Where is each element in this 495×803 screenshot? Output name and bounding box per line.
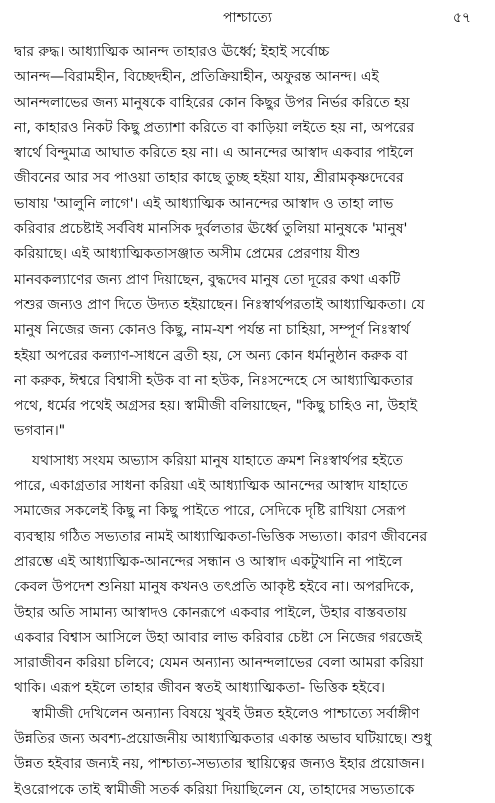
text-line: পশুর জন্যও প্রাণ দিতে উদ্যত হইয়াছেন। নিঃস্বার্থপরতাই আধ্যাত্মিকতা। যে (14, 296, 425, 313)
text-line: থাকি। এরূপ হইলে তাহার জীবন স্বতই আধ্যাত্মিকতা- ভিত্তিক হইবে। (14, 680, 385, 697)
text-line: উন্নত হইবার জন্যই নয়, পাশ্চাত্য-সভ্যতার স্থায়িত্বের জন্যও ইহার প্রয়োজন। (14, 756, 425, 773)
text-line: মানবকল্যাণের জন্য প্রাণ দিয়াছেন, বুদ্ধদেব মানুষ তো দূরের কথা একটি (14, 271, 401, 288)
text-line: দ্বার রুদ্ধ। আধ্যাত্মিক আনন্দ তাহারও ঊর্ধ্বে; ইহাই সর্বোচ্চ (14, 44, 330, 60)
text-line: সারাজীবন করিয়া চলিবে; যেমন অন্যান্য আনন্দলাভের বেলা আমরা করিয়া (14, 655, 424, 672)
paragraph-1 (14, 40, 481, 445)
text-line: পথে, ধর্মের পথেই অগ্রসর হয়। স্বামীজী বলিয়াছেন, "কিছু চাহিও না, উহাই (14, 398, 418, 415)
text-line: জীবনের আর সব পাওয়া তাহার কাছে তুচ্ছ হইয়া যায়, শ্রীরামকৃষ্ণদেবের (14, 170, 404, 187)
text-line: একবার বিশ্বাস আসিলে উহা আবার লাভ করিবার চেষ্টা সে নিজের গরজেই (14, 629, 422, 646)
text-line: না, কাহারও নিকট কিছু প্রত্যাশা করিতে বা কাড়িয়া লইতে হয় না, অপরের (14, 119, 415, 136)
text-line: ব্যবস্থায় গঠিত সভ্যতার নামই আধ্যাত্মিকতা-ভিত্তিক সভ্যতা। কারণ জীবনের (14, 528, 428, 545)
text-line: ভগবান।" (14, 423, 66, 440)
text-line: উহার অতি সামান্য আস্বাদও কোনরূপে একবার পাইলে, উহার বাস্তবতায় (14, 604, 407, 621)
body-text (14, 40, 481, 803)
text-line: স্বামীজী দেখিলেন অন্যান্য বিষয়ে খুবই উন্নত হইলেও পাশ্চাত্যে সর্বাঙ্গীণ (32, 705, 420, 722)
text-line: সমাজের সকলেই কিছু না কিছু পাইতে পারে, সেদিকে দৃষ্টি রাখিয়া সেরূপ (14, 503, 406, 520)
text-line: আনন্দলাভের জন্য মানুষকে বাহিরের কোন কিছুর উপর নির্ভর করিতে হয় (14, 94, 410, 111)
running-title: পাশ্চাত্যে (223, 10, 272, 26)
text-line: আনন্দ—বিরামহীন, বিচ্ছেদহীন, প্রতিক্রিয়াহীন, অফুরন্ত আনন্দ। এই (14, 69, 379, 86)
text-line: হইয়া অপরের কল্যাণ-সাধনে ব্রতী হয়, সে অন্য কোন ধর্মানুষ্ঠান করুক বা (14, 347, 408, 364)
paragraph-2 (14, 449, 481, 803)
text-line: স্বার্থে বিন্দুমাত্র আঘাত করিতে হয় না। এ আনন্দের আস্বাদ একবার পাইলে (14, 145, 414, 162)
text-line: উন্নতির জন্য অবশ্য-প্রয়োজনীয় আধ্যাত্মিকতার একান্ত অভাব ঘটিয়াছে। শুধু (14, 731, 432, 748)
text-line: মানুষ নিজের জন্য কোনও কিছু, নাম-যশ পর্যন্ত না চাহিয়া, সম্পূর্ণ নিঃস্বার্থ (14, 322, 410, 339)
text-line: ভাষায় 'আলুনি লাগে'। এই আধ্যাত্মিক আনন্দের আস্বাদ ও তাহা লাভ (14, 195, 394, 212)
text-line: করিয়াছে। এই আধ্যাত্মিকতাসঞ্জাত অসীম প্রেমের প্রেরণায় যীশু (14, 246, 361, 263)
page-header (14, 6, 481, 32)
text-line: ইওরোপকে তাই স্বামীজী সতর্ক করিয়া দিয়াছিলেন যে, তাহাদের সভ্যতাকে (14, 781, 415, 798)
text-line: করিবার প্রচেষ্টাই সর্ববিধ মানসিক দুর্বলতার ঊর্ধ্বে তুলিয়া মানুষকে 'মানুষ' (14, 221, 408, 238)
text-line: যথাসাধ্য সংযম অভ্যাস করিয়া মানুষ যাহাতে ক্রমশ নিঃস্বার্থপর হইতে (32, 452, 403, 469)
page-number: ৫৭ (452, 10, 471, 26)
text-line: না করুক, ঈশ্বরে বিশ্বাসী হউক বা না হউক, নিঃসন্দেহে সে আধ্যাত্মিকতার (14, 372, 413, 389)
text-line: কেবল উপদেশ শুনিয়া মানুষ কখনও তৎপ্রতি আকৃষ্ট হইবে না। অপরদিকে, (14, 579, 414, 596)
text-line: প্রারম্ভে এই আধ্যাত্মিক-আনন্দের সন্ধান ও আস্বাদ একটুখানি না পাইলে (14, 553, 403, 570)
text-line: পারে, একাগ্রতার সাধনা করিয়া এই আধ্যাত্মিক আনন্দের আস্বাদ যাহাতে (14, 478, 408, 495)
